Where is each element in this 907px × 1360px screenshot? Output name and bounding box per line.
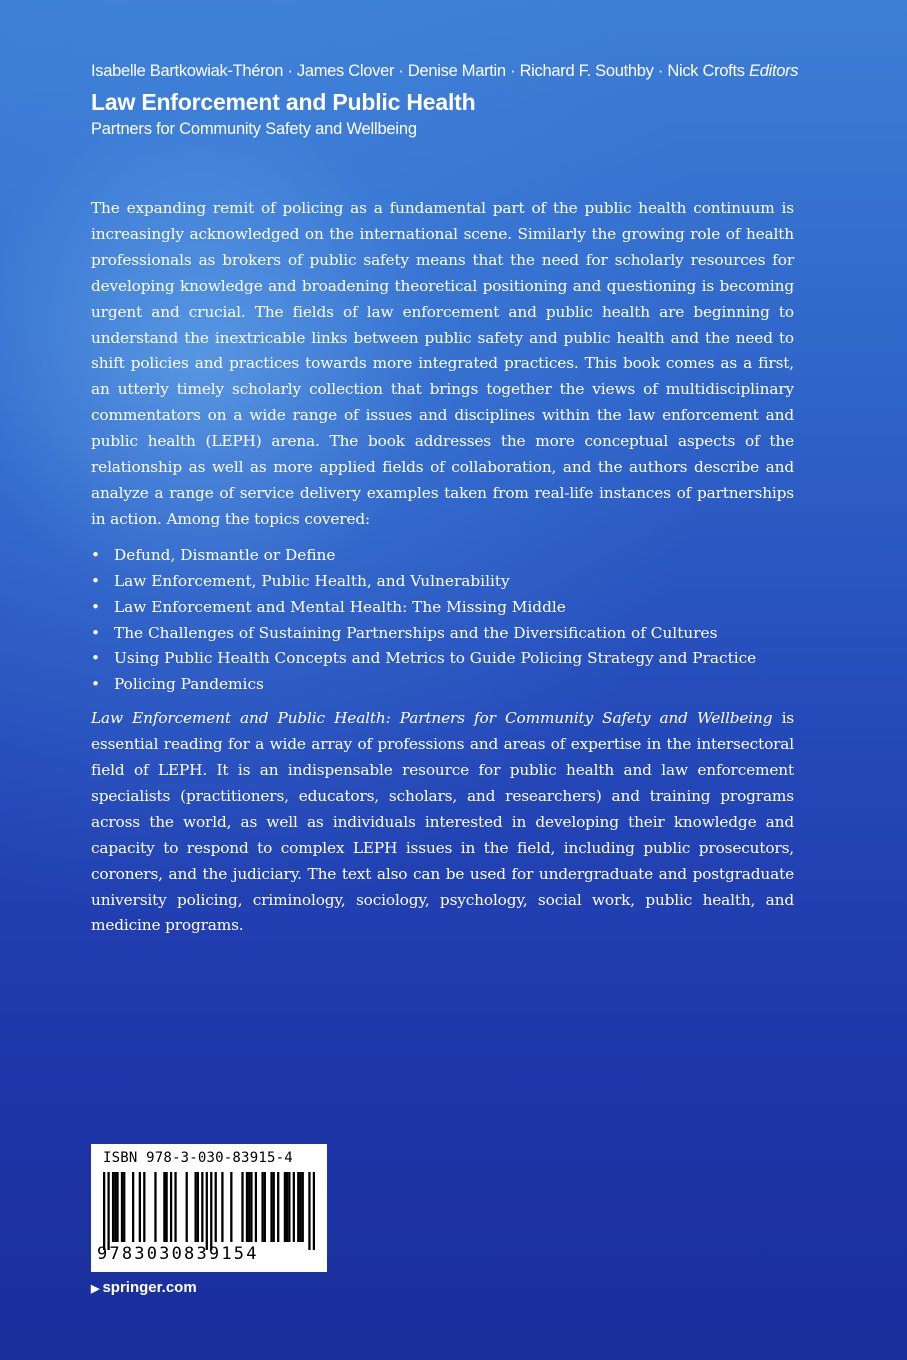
cover-header: [91, 58, 851, 140]
barcode-bar: [246, 1172, 248, 1242]
barcode-bar: [293, 1172, 295, 1242]
barcode-bar: [241, 1172, 243, 1242]
barcode-bar: [201, 1172, 203, 1242]
barcode-bar: [215, 1172, 217, 1242]
barcode-bar: [248, 1172, 250, 1242]
book-subtitle: Partners for Community Safety and Wellbeing: [91, 120, 417, 138]
barcode-bar: [299, 1172, 301, 1242]
publisher-url: springer.com: [102, 1279, 197, 1296]
topic-text: Law Enforcement and Mental Health: The Missing Middle: [114, 597, 566, 616]
topics-list: [91, 543, 794, 698]
barcode-bar: [186, 1172, 188, 1242]
topic-text: Defund, Dismantle or Define: [114, 545, 336, 564]
barcode-bar: [116, 1172, 118, 1242]
barcode-bar: [277, 1172, 279, 1242]
blurb: [91, 196, 794, 939]
isbn-label: ISBN 978-3-030-83915-4: [103, 1150, 293, 1166]
topic-text: Policing Pandemics: [114, 675, 264, 694]
barcode-bar: [121, 1172, 123, 1242]
barcode-bar: [255, 1172, 257, 1242]
topic-text: Using Public Health Concepts and Metrics to Guide Policing Strategy and Practice: [114, 649, 757, 668]
topic-text: The Challenges of Sustaining Partnerships and the Diversification of Cultures: [114, 623, 718, 642]
barcode-bar: [154, 1172, 156, 1242]
barcode-bar: [302, 1172, 304, 1242]
barcode-bar: [103, 1172, 105, 1250]
barcode-bar: [174, 1172, 176, 1242]
barcode-bar: [288, 1172, 290, 1242]
barcode-bar: [163, 1172, 165, 1242]
barcode-bar: [139, 1172, 141, 1242]
publisher-link[interactable]: [91, 1278, 197, 1299]
barcode-bar: [123, 1172, 125, 1242]
topic-item: [91, 569, 794, 595]
description-paragraph: The expanding remit of policing as a fundamental part of the public health continuum is increasingly acknowledged on the international scene. Similarly the growing role of health professionals as brokers of public safety means that the need for scholarly resources for developing knowledge and broadening theoretical positioning and questioning is becoming urgent and crucial. The fields of law enforcement and public health are beginning to understand the inextricable links between public safety and public health and the need to shift policies and practices towards more integrated practices. This book comes as a first, an utterly timely scholarly collection that brings together the views of multidisciplinary commentators on a wide range of issues and disciplines within the law enforcement and public health (LEPH) arena. The book addresses the more conceptual aspects of the relationship as well as more applied fields of collaboration, and the authors describe and analyze a range of service delivery examples taken from real-life instances of partnerships in action. Among the topics covered:: [91, 199, 794, 528]
closing-paragraph: [91, 706, 794, 939]
barcode-bar: [270, 1172, 272, 1242]
isbn-digits: 9783030839154: [97, 1244, 259, 1264]
topic-text: Law Enforcement, Public Health, and Vulnerability: [114, 571, 510, 590]
topic-item: [91, 595, 794, 621]
barcode-image: [103, 1172, 315, 1250]
arrow-icon: ▶: [91, 1283, 100, 1295]
barcode-bar: [250, 1172, 252, 1242]
barcode-bar: [143, 1172, 145, 1242]
bullet-icon: •: [91, 649, 101, 668]
barcode-bar: [194, 1172, 196, 1242]
editors-role: Editors: [749, 62, 799, 80]
editors-line: [91, 58, 851, 84]
barcode-bar: [273, 1172, 275, 1242]
barcode-bar: [221, 1172, 223, 1242]
barcode-bar: [210, 1172, 212, 1250]
topic-item: [91, 672, 794, 698]
barcode-bar: [206, 1172, 208, 1250]
isbn-barcode-box: [91, 1144, 327, 1272]
bullet-icon: •: [91, 675, 101, 694]
barcode-bar: [165, 1172, 167, 1242]
topic-item: [91, 621, 794, 647]
barcode-bar: [264, 1172, 266, 1242]
bullet-icon: •: [91, 545, 101, 564]
barcode-bar: [107, 1172, 109, 1250]
closing-book-title: Law Enforcement and Public Health: Partners for Community Safety and Wellbeing: [91, 709, 773, 728]
editors-names: Isabelle Bartkowiak-Théron · James Clover · Denise Martin · Richard F. Southby · Nick Crofts: [91, 62, 745, 80]
barcode-bar: [230, 1172, 232, 1242]
barcode-bar: [286, 1172, 288, 1242]
topic-item: [91, 543, 794, 569]
barcode-bar: [112, 1172, 114, 1242]
barcode-bar: [132, 1172, 134, 1242]
barcode-bar: [297, 1172, 299, 1242]
barcode-bar: [261, 1172, 263, 1242]
bullet-icon: •: [91, 571, 101, 590]
barcode-bar: [197, 1172, 199, 1242]
barcode-bar: [170, 1172, 172, 1242]
topic-item: [91, 646, 794, 672]
book-title: Law Enforcement and Public Health: [91, 89, 476, 115]
barcode-bar: [308, 1172, 310, 1250]
barcode-bar: [114, 1172, 116, 1242]
bullet-icon: •: [91, 597, 101, 616]
barcode-bar: [313, 1172, 315, 1250]
barcode-bar: [284, 1172, 286, 1242]
bullet-icon: •: [91, 623, 101, 642]
closing-text: is essential reading for a wide array of professions and areas of expertise in the intersectoral field of LEPH. It is an indispensable resource for public health and law enforcement specialists (practitioners, educators, scholars, and researchers) and training programs across the world, as well as individuals interested in developing their knowledge and capacity to respond to complex LEPH issues in the field, including public prosecutors, coroners, and the judiciary. The text also can be used for undergraduate and postgraduate university policing, criminology, sociology, psychology, social work, public health, and medicine programs.: [91, 709, 795, 935]
